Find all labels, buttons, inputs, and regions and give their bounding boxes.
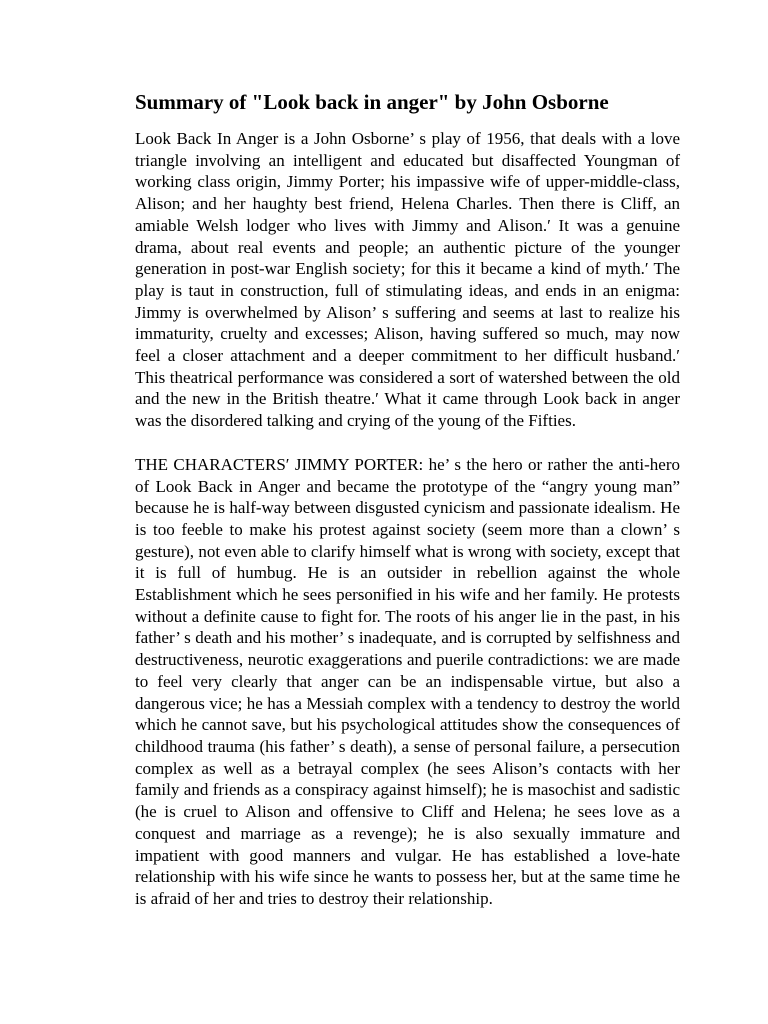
document-title: Summary of "Look back in anger" by John Osborne xyxy=(135,90,609,114)
summary-paragraph: Look Back In Anger is a John Osborne’ s play of 1956, that deals with a love triangle involving an intelligent and educated but disaffected Youngman of working class origin, Jimmy Porter; his impassive wife of upper-middle-class, Alison; and her haughty best friend, Helena Charles. Then there is Cliff, an amiable Welsh lodger who lives with Jimmy and Alison.′ It was a genuine drama, about real events and people; an authentic picture of the younger generation in post-war English society; for this it became a kind of myth.′ The play is taut in construction, full of stimulating ideas, and ends in an enigma: Jimmy is overwhelmed by Alison’ s suffering and seems at last to realize his immaturity, cruelty and excesses; Alison, having suffered so much, may now feel a closer attachment and a deeper commitment to her difficult husband.′ This theatrical performance was considered a sort of watershed between the old and the new in the British theatre.′ What it came through Look back in anger was the disordered talking and crying of the young of the Fifties. xyxy=(135,129,680,431)
characters-paragraph: THE CHARACTERS′ JIMMY PORTER: he’ s the hero or rather the anti-hero of Look Back in Anger and became the prototype of the “angry young man” because he is half-way between disgusted cynicism and passionate idealism. He is too feeble to make his protest against society (seem more than a clown’ s gesture), not even able to clarify himself what is wrong with society, except that it is full of humbug. He is an outsider in rebellion against the whole Establishment which he sees personified in his wife and her family. He protests without a definite cause to fight for. The roots of his anger lie in the past, in his father’ s death and his mother’ s inadequate, and is corrupted by selfishness and destructiveness, neurotic exaggerations and puerile contradictions: we are made to feel very clearly that anger can be an indispensable virtue, but also a dangerous vice; he has a Messiah complex with a tendency to destroy the world which he cannot save, but his psychological attitudes show the consequences of childhood trauma (his father’ s death), a sense of personal failure, a persecution complex as well as a betrayal complex (he sees Alison’s contacts with her family and friends as a conspiracy against himself); he is masochist and sadistic (he is cruel to Alison and offensive to Cliff and Helena; he sees love as a conquest and marriage as a revenge); he is also sexually immature and impatient with good manners and vulgar. He has established a love-hate relationship with his wife since he wants to possess her, but at the same time he is afraid of her and tries to destroy their relationship. xyxy=(135,454,680,908)
document-page xyxy=(135,88,680,910)
